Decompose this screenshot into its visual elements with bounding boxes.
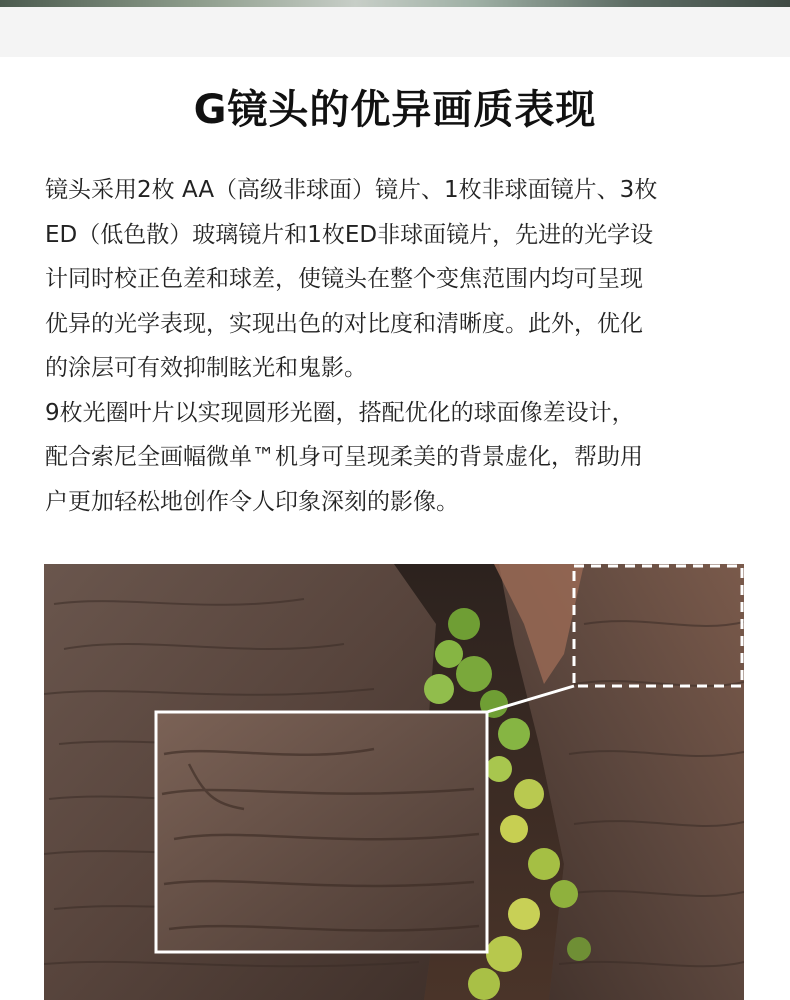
description-line: 优异的光学表现，实现出色的对比度和清晰度。此外，优化	[45, 310, 643, 337]
description-paragraph	[45, 168, 755, 524]
magnified-detail-inset	[156, 712, 487, 952]
sample-photo-illustration	[44, 564, 744, 1000]
description-line: 配合索尼全画幅微单™机身可呈现柔美的背景虚化，帮助用	[45, 444, 643, 470]
previous-image-edge	[0, 0, 790, 7]
description-line: 计同时校正色差和球差，使镜头在整个变焦范围内均可呈现	[45, 266, 643, 292]
section-divider-band	[0, 7, 790, 57]
description-line: ED（低色散）玻璃镜片和1枚ED非球面镜片，先进的光学设	[45, 221, 654, 248]
description-line: 镜头采用2枚 AA（高级非球面）镜片、1枚非球面镜片、3枚	[45, 177, 658, 203]
description-line: 的涂层可有效抑制眩光和鬼影。	[45, 355, 367, 381]
description-line: 9枚光圈叶片以实现圆形光圈，搭配优化的球面像差设计，	[45, 399, 635, 426]
section-title: G镜头的优异画质表现	[193, 87, 597, 133]
sample-photo-canyon-rock	[44, 564, 744, 1000]
description-line: 户更加轻松地创作令人印象深刻的影像。	[45, 488, 459, 515]
